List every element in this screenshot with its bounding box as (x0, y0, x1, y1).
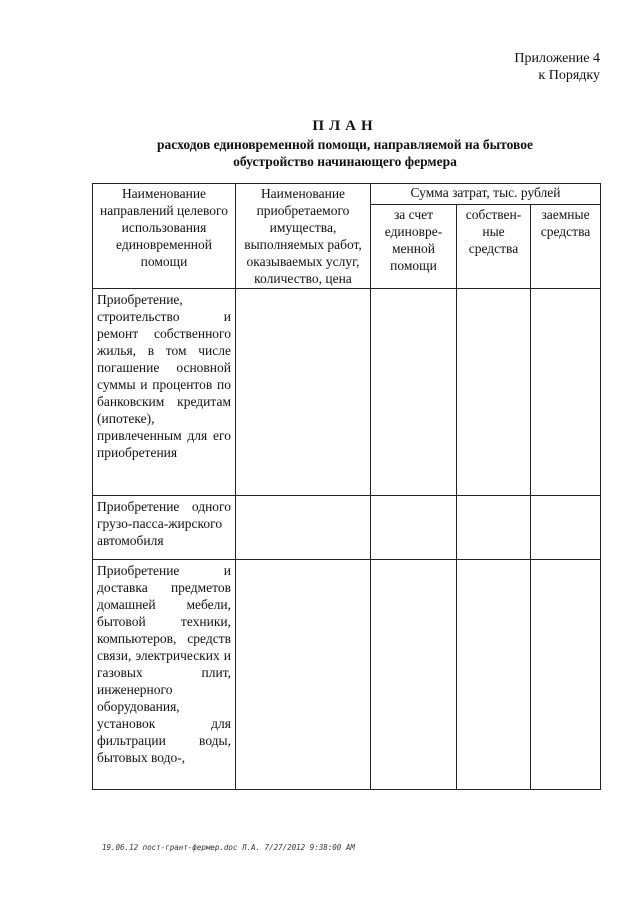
title-line-3: обустройство начинающего фермера (233, 154, 457, 169)
col-own-funds-header: собствен-ные средства (457, 205, 531, 289)
row-own-cell (457, 560, 531, 790)
row-borrowed-cell (531, 289, 601, 496)
row-direction-cell: Приобретение и доставка предметов домашней мебели, бытовой техники, компьютеров, средств связи, электрических и газовых плит, инженерного оборудования, установок для фильтрации воды, бытовых водо-, (93, 560, 236, 790)
row-items-cell (236, 496, 371, 560)
sum-header: Сумма затрат, тыс. рублей (371, 184, 601, 205)
header-row-1 (93, 184, 601, 205)
row-own-cell (457, 496, 531, 560)
file-footer: 19.06.12 пост-грант-фермер.doc Л.А. 7/27/2012 9:38:00 AM (102, 843, 355, 852)
row-grant-cell (371, 560, 457, 790)
row-borrowed-cell (531, 560, 601, 790)
row-items-cell (236, 560, 371, 790)
col-borrowed-header: заемные средства (531, 205, 601, 289)
table-row (93, 289, 601, 496)
expense-plan-table (92, 183, 601, 790)
row-direction-cell: Приобретение одного грузо-пасса-жирского автомобиля (93, 496, 236, 560)
table-row (93, 496, 601, 560)
title-heading: ПЛАН (312, 118, 378, 134)
document-title (90, 117, 600, 170)
row-grant-cell (371, 496, 457, 560)
row-grant-cell (371, 289, 457, 496)
appendix-number: Приложение 4 (514, 51, 600, 66)
title-line-2: расходов единовременной помощи, направляемой на бытовое (157, 137, 533, 152)
col-direction-header: Наименование направлений целевого использования единовременной помощи (93, 184, 236, 289)
col-items-header: Наименование приобретаемого имущества, выполняемых работ, оказываемых услуг, количество, цена (236, 184, 371, 289)
row-direction-cell: Приобретение, строительство и ремонт собственного жилья, в том числе погашение основной суммы и процентов по банковским кредитам (ипотеке), привлеченным для его приобретения (93, 289, 236, 496)
row-items-cell (236, 289, 371, 496)
col-grant-header: за счет единовре-менной помощи (371, 205, 457, 289)
row-borrowed-cell (531, 496, 601, 560)
appendix-reference: к Порядку (538, 68, 600, 83)
row-own-cell (457, 289, 531, 496)
appendix-note (514, 50, 600, 84)
table-row (93, 560, 601, 790)
